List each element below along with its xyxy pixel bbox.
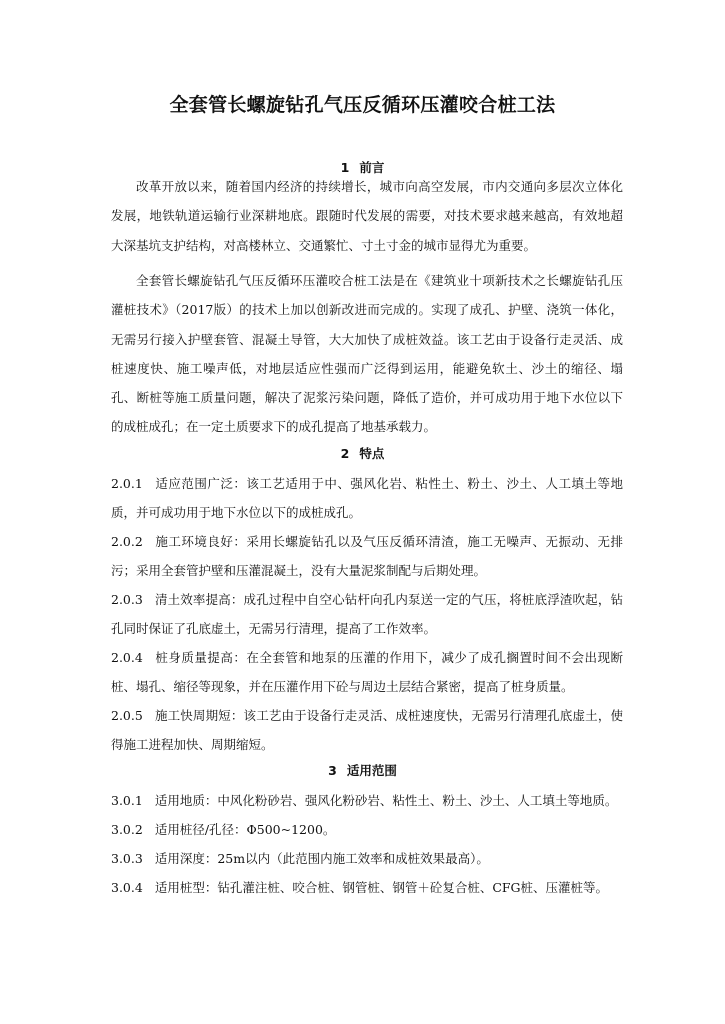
list-item-3-0-1	[111, 786, 623, 815]
list-item-2-0-1	[111, 469, 623, 528]
section-1-paragraph-1: 改革开放以来，随着国内经济的持续增长，城市向高空发展，市内交通向多层次立体化发展，地铁轨道运输行业深耕地底。跟随时代发展的需要，对技术要求越来越高，有效地超大深基坑支护结构，对高楼林立、交通繁忙、寸土寸金的城市显得尤为重要。	[111, 179, 623, 253]
list-item-2-0-5	[111, 701, 623, 760]
list-item-2-0-4	[111, 643, 623, 702]
document-title: 全套管长螺旋钻孔气压反循环压灌咬合桩工法	[169, 94, 556, 116]
item-number: 2.0.2	[111, 534, 143, 549]
list-item-3-0-2	[111, 815, 623, 844]
item-text: 桩身质量提高：在全套管和地泵的压灌的作用下，减少了成孔搁置时间不会出现断桩、塌孔、缩径等现象，并在压灌作用下砼与周边土层结合紧密，提高了桩身质量。	[111, 650, 623, 695]
section-title: 前言	[359, 160, 385, 175]
item-text: 适用深度：25m以内（此范围内施工效率和成桩效果最高）。	[154, 851, 489, 866]
item-number: 3.0.1	[111, 793, 143, 808]
list-item-2-0-3	[111, 585, 623, 644]
list-item-2-0-2	[111, 527, 623, 586]
section-2-heading	[0, 444, 725, 462]
item-number: 2.0.1	[111, 476, 143, 491]
item-text: 适用地质：中风化粉砂岩、强风化粉砂岩、粘性土、粉土、沙土、人工填土等地质。	[154, 793, 618, 808]
section-title: 适用范围	[346, 763, 397, 778]
section-title: 特点	[359, 446, 385, 461]
section-1-paragraph-2: 全套管长螺旋钻孔气压反循环压灌咬合桩工法是在《建筑业十项新技术之长螺旋钻孔压灌桩技术》（2017版）的技术上加以创新改进而完成的。实现了成孔、护壁、浇筑一体化，无需另行接入护壁套管、混凝土导管，大大加快了成桩效益。该工艺由于设备行走灵活、成桩速度快、施工噪声低，对地层适应性强而广泛得到运用，能避免软土、沙土的缩径、塌孔、断桩等施工质量问题，解决了泥浆污染问题，降低了造价，并可成功用于地下水位以下的成桩成孔；在一定土质要求下的成孔提高了地基承载力。	[111, 273, 623, 435]
item-number: 2.0.4	[111, 650, 143, 665]
item-text: 适用桩型：钻孔灌注桩、咬合桩、钢管桩、钢管＋砼复合桩、CFG桩、压灌桩等。	[154, 880, 609, 895]
item-number: 3.0.4	[111, 880, 143, 895]
section-number: 2	[340, 446, 350, 461]
item-text: 施工快周期短：该工艺由于设备行走灵活、成桩速度快，无需另行清理孔底虚土，使得施工进程加快、周期缩短。	[111, 708, 623, 753]
item-number: 2.0.3	[111, 592, 143, 607]
list-item-3-0-3	[111, 844, 623, 873]
list-item-3-0-4	[111, 873, 623, 902]
item-number: 3.0.3	[111, 851, 143, 866]
section-number: 3	[328, 763, 337, 778]
item-text: 清土效率提高：成孔过程中自空心钻杆向孔内泵送一定的气压，将桩底浮渣吹起，钻孔同时保证了孔底虚土，无需另行清理，提高了工作效率。	[111, 592, 623, 637]
item-number: 3.0.2	[111, 822, 143, 837]
section-number: 1	[340, 160, 350, 175]
section-3-heading	[0, 761, 725, 779]
item-text: 适应范围广泛：该工艺适用于中、强风化岩、粘性土、粉土、沙土、人工填土等地质，并可成功用于地下水位以下的成桩成孔。	[111, 476, 623, 521]
item-text: 施工环境良好：采用长螺旋钻孔以及气压反循环清渣，施工无噪声、无振动、无排污；采用全套管护壁和压灌混凝土，没有大量泥浆制配与后期处理。	[111, 534, 623, 579]
item-number: 2.0.5	[111, 708, 143, 723]
item-text: 适用桩径/孔径：Φ500~1200。	[154, 822, 336, 837]
